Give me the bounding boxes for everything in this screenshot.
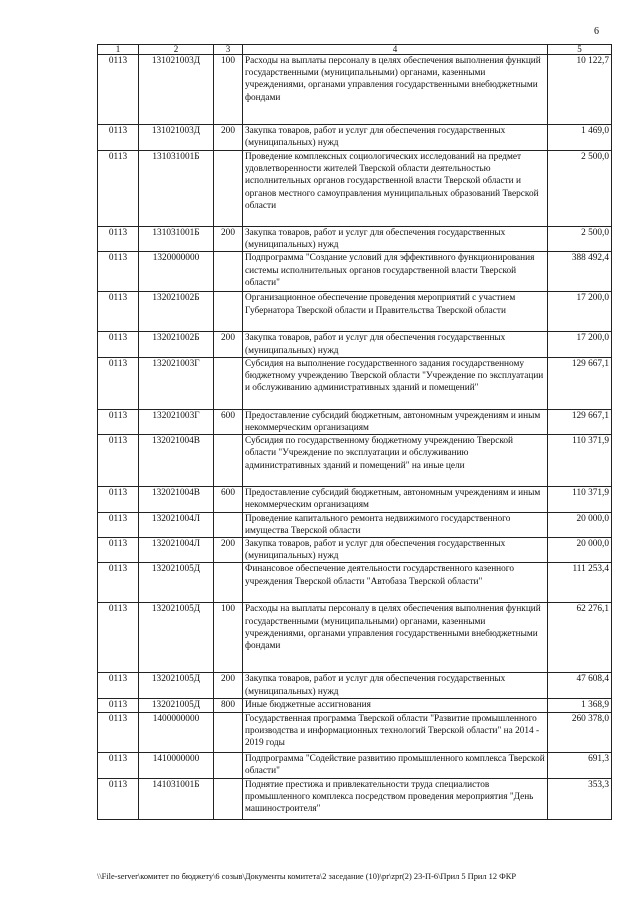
amount-cell: 353,3: [548, 778, 612, 819]
target-code-cell: 132021002Б: [139, 292, 214, 332]
header-col-2: 2: [139, 45, 214, 55]
table-row: [98, 752, 612, 778]
section-cell: 0113: [98, 151, 139, 227]
amount-cell: 111 253,4: [548, 563, 612, 603]
expense-kind-cell: 200: [214, 673, 243, 699]
amount-cell: 62 276,1: [548, 603, 612, 673]
item-name-cell: Субсидия на выполнение государственного задания государственному бюджетному учреждению Тверской области "Учреждение по эксплуатации и обслуживанию административных зданий и помещений": [243, 357, 548, 409]
target-code-cell: 132021003Г: [139, 409, 214, 434]
expense-kind-cell: 100: [214, 603, 243, 673]
section-cell: 0113: [98, 252, 139, 292]
target-code-cell: 132021002Б: [139, 332, 214, 357]
amount-cell: 691,3: [548, 752, 612, 778]
section-cell: 0113: [98, 487, 139, 512]
table-row: [98, 357, 612, 409]
amount-cell: 110 371,9: [548, 487, 612, 512]
header-col-1: 1: [98, 45, 139, 55]
amount-cell: 47 608,4: [548, 673, 612, 699]
expense-kind-cell: 600: [214, 487, 243, 512]
item-name-cell: Закупка товаров, работ и услуг для обеспечения государственных (муниципальных) нужд: [243, 332, 548, 357]
section-cell: 0113: [98, 292, 139, 332]
expense-kind-cell: [214, 292, 243, 332]
table-row: [98, 151, 612, 227]
amount-cell: 110 371,9: [548, 435, 612, 487]
section-cell: 0113: [98, 752, 139, 778]
table-row: [98, 538, 612, 563]
expense-kind-cell: [214, 252, 243, 292]
expense-kind-cell: [214, 563, 243, 603]
amount-cell: 2 500,0: [548, 151, 612, 227]
page-number: 6: [594, 26, 599, 37]
table-row: [98, 435, 612, 487]
expense-kind-cell: 800: [214, 699, 243, 712]
target-code-cell: 132021005Д: [139, 603, 214, 673]
budget-table: [97, 44, 612, 820]
amount-cell: 17 200,0: [548, 332, 612, 357]
target-code-cell: 1400000000: [139, 712, 214, 752]
target-code-cell: 131021003Д: [139, 125, 214, 151]
amount-cell: 20 000,0: [548, 538, 612, 563]
expense-kind-cell: 200: [214, 125, 243, 151]
table-row: [98, 252, 612, 292]
expense-kind-cell: 200: [214, 332, 243, 357]
table-row: [98, 125, 612, 151]
expense-kind-cell: 200: [214, 227, 243, 252]
table-row: [98, 55, 612, 125]
section-cell: 0113: [98, 435, 139, 487]
section-cell: 0113: [98, 409, 139, 434]
target-code-cell: 132021004В: [139, 487, 214, 512]
header-col-4: 4: [243, 45, 548, 55]
expense-kind-cell: [214, 151, 243, 227]
item-name-cell: Закупка товаров, работ и услуг для обеспечения государственных (муниципальных) нужд: [243, 227, 548, 252]
section-cell: 0113: [98, 332, 139, 357]
table-row: [98, 603, 612, 673]
amount-cell: 20 000,0: [548, 512, 612, 537]
section-cell: 0113: [98, 227, 139, 252]
target-code-cell: 132021005Д: [139, 699, 214, 712]
table-row: [98, 563, 612, 603]
table-row: [98, 778, 612, 819]
amount-cell: 388 492,4: [548, 252, 612, 292]
table-row: [98, 712, 612, 752]
section-cell: 0113: [98, 512, 139, 537]
amount-cell: 2 500,0: [548, 227, 612, 252]
item-name-cell: Субсидия по государственному бюджетному учреждению Тверской области "Учреждение по эксплуатации и обслуживанию административных зданий и помещений" на иные цели: [243, 435, 548, 487]
table-row: [98, 227, 612, 252]
target-code-cell: 131031001Б: [139, 227, 214, 252]
target-code-cell: 132021005Д: [139, 673, 214, 699]
section-cell: 0113: [98, 603, 139, 673]
item-name-cell: Предоставление субсидий бюджетным, автономным учреждениям и иным некоммерческим организациям: [243, 487, 548, 512]
expense-kind-cell: 600: [214, 409, 243, 434]
item-name-cell: Подпрограмма "Создание условий для эффективного функционирования системы исполнительных органов государственной власти Тверской области": [243, 252, 548, 292]
amount-cell: 1 469,0: [548, 125, 612, 151]
section-cell: 0113: [98, 125, 139, 151]
section-cell: 0113: [98, 538, 139, 563]
header-col-3: 3: [214, 45, 243, 55]
target-code-cell: 132021004Л: [139, 538, 214, 563]
item-name-cell: Государственная программа Тверской области "Развитие промышленного производства и информационных технологий Тверской области" на 2014 - 2019 годы: [243, 712, 548, 752]
table-row: [98, 673, 612, 699]
item-name-cell: Финансовое обеспечение деятельности государственного казенного учреждения Тверской области "Автобаза Тверской области": [243, 563, 548, 603]
section-cell: 0113: [98, 357, 139, 409]
expense-kind-cell: [214, 752, 243, 778]
section-cell: 0113: [98, 712, 139, 752]
expense-kind-cell: [214, 357, 243, 409]
target-code-cell: 1410000000: [139, 752, 214, 778]
item-name-cell: Расходы на выплаты персоналу в целях обеспечения выполнения функций государственными (муниципальными) органами, казенными учреждениями, органами управления государственными внебюджетными фондами: [243, 603, 548, 673]
item-name-cell: Проведение комплексных социологических исследований на предмет удовлетворенности жителей Тверской области деятельностью исполнительных органов государственной власти Тверской области и органов местного самоуправления муниципальных образований Тверской области: [243, 151, 548, 227]
table-row: [98, 409, 612, 434]
section-cell: 0113: [98, 699, 139, 712]
target-code-cell: 1320000000: [139, 252, 214, 292]
item-name-cell: Поднятие престижа и привлекательности труда специалистов промышленного комплекса посредством проведения мероприятия "День машиностроителя": [243, 778, 548, 819]
item-name-cell: Расходы на выплаты персоналу в целях обеспечения выполнения функций государственными (муниципальными) органами, казенными учреждениями, органами управления государственными внебюджетными фондами: [243, 55, 548, 125]
amount-cell: 10 122,7: [548, 55, 612, 125]
item-name-cell: Закупка товаров, работ и услуг для обеспечения государственных (муниципальных) нужд: [243, 673, 548, 699]
item-name-cell: Закупка товаров, работ и услуг для обеспечения государственных (муниципальных) нужд: [243, 538, 548, 563]
target-code-cell: 132021004Л: [139, 512, 214, 537]
amount-cell: 129 667,1: [548, 357, 612, 409]
section-cell: 0113: [98, 563, 139, 603]
item-name-cell: Организационное обеспечение проведения мероприятий с участием Губернатора Тверской области и Правительства Тверской области: [243, 292, 548, 332]
table-row: [98, 487, 612, 512]
expense-kind-cell: 100: [214, 55, 243, 125]
footer-file-path: \\File-server\комитет по бюджету\6 созыв\Документы комитета\2 заседание (10)\pr\zpr(2) 23-П-6\Прил 5 Прил 12 ФКР: [97, 872, 516, 881]
table-row: [98, 512, 612, 537]
section-cell: 0113: [98, 673, 139, 699]
target-code-cell: 131021003Д: [139, 55, 214, 125]
amount-cell: 129 667,1: [548, 409, 612, 434]
expense-kind-cell: [214, 435, 243, 487]
item-name-cell: Проведение капитального ремонта недвижимого государственного имущества Тверской области: [243, 512, 548, 537]
amount-cell: 1 368,9: [548, 699, 612, 712]
target-code-cell: 131031001Б: [139, 151, 214, 227]
target-code-cell: 132021005Д: [139, 563, 214, 603]
table-row: [98, 332, 612, 357]
header-row: [98, 45, 612, 55]
expense-kind-cell: [214, 712, 243, 752]
target-code-cell: 132021003Г: [139, 357, 214, 409]
header-col-5: 5: [548, 45, 612, 55]
table-row: [98, 292, 612, 332]
item-name-cell: Иные бюджетные ассигнования: [243, 699, 548, 712]
target-code-cell: 132021004В: [139, 435, 214, 487]
item-name-cell: Закупка товаров, работ и услуг для обеспечения государственных (муниципальных) нужд: [243, 125, 548, 151]
section-cell: 0113: [98, 778, 139, 819]
target-code-cell: 141031001Б: [139, 778, 214, 819]
amount-cell: 17 200,0: [548, 292, 612, 332]
expense-kind-cell: [214, 778, 243, 819]
expense-kind-cell: [214, 512, 243, 537]
expense-kind-cell: 200: [214, 538, 243, 563]
section-cell: 0113: [98, 55, 139, 125]
table-row: [98, 699, 612, 712]
amount-cell: 260 378,0: [548, 712, 612, 752]
item-name-cell: Подпрограмма "Содействие развитию промышленного комплекса Тверской области": [243, 752, 548, 778]
item-name-cell: Предоставление субсидий бюджетным, автономным учреждениям и иным некоммерческим организациям: [243, 409, 548, 434]
